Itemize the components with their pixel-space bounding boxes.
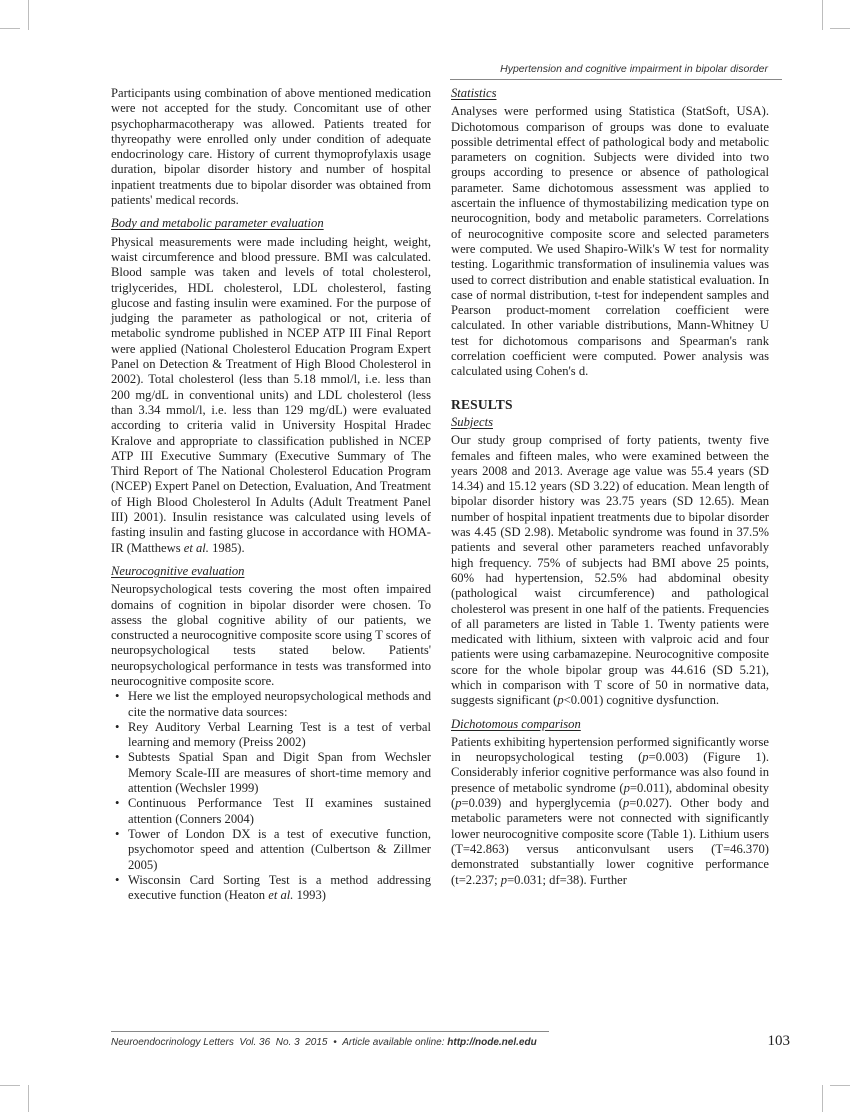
p-value-symbol: p (500, 872, 508, 887)
citation-year: 1993) (293, 888, 326, 903)
section-heading-body-metabolic: Body and metabolic parameter evaluation (111, 216, 324, 231)
p-value-symbol: p (642, 750, 649, 765)
journal-volume: Vol. 36 (239, 1037, 271, 1048)
section-heading-dichotomous: Dichotomous comparison (451, 716, 581, 731)
p-value-symbol: p (557, 693, 564, 708)
test-list (111, 689, 431, 903)
list-item-text: Here we list the employed neuropsychological methods and cite the normative data sources: (128, 689, 431, 719)
list-item (111, 827, 431, 873)
header-rule (450, 79, 782, 80)
journal-url-link[interactable]: http://node.nel.edu (447, 1037, 537, 1048)
running-head: Hypertension and cognitive impairment in bipolar disorder (500, 63, 768, 75)
journal-issue: No. 3 (275, 1037, 300, 1048)
left-column (111, 86, 431, 903)
paragraph-neurocognitive: Neuropsychological tests covering the most often impaired domains of cognition in bipolar disorder were chosen. To assess the global cognitive ability of our patients, we constructed a neurocognitive composite score using T scores of neuropsychological tests stated below. Patients' neuropsychological performance in tests was transformed into neurocognitive composite score. (111, 582, 431, 688)
p-value-symbol: p (623, 796, 630, 811)
list-item (111, 796, 431, 827)
section-heading-results: RESULTS (451, 396, 513, 412)
p-value-symbol: p (455, 796, 462, 811)
journal-year: 2015 (305, 1037, 328, 1048)
text-run: =0.031; df=38). Further (507, 872, 627, 887)
text-run: Patients exhibiting hypertension performed significantly worse in neuropsychological testing ( (451, 734, 769, 765)
crop-mark (0, 28, 20, 29)
paragraph-participants: Participants using combination of above mentioned medication were not accepted for the study. Concomitant use of other psychopharmacotherapy was allowed. Patients treated for thyreopathy were enrolled only under condition of adequate endocrinology care. History of current thymoprofylaxis usage duration, bipolar disorder history and number of hospital inpatient treatments due to bipolar disorder was obtained from patients' medical records. (111, 86, 431, 208)
text-run: =0.011), abdominal obesity ( (451, 780, 769, 811)
right-column (451, 86, 769, 888)
paragraph-subjects-end: <0.001) cognitive dysfunction. (563, 693, 720, 708)
bullet-icon: • (115, 689, 120, 704)
bullet-icon: • (333, 1037, 337, 1048)
crop-mark (830, 1085, 850, 1086)
crop-mark (28, 0, 29, 30)
bullet-icon: • (115, 826, 120, 841)
list-item (111, 750, 431, 796)
list-item (111, 873, 431, 904)
crop-mark (830, 28, 850, 29)
paragraph-subjects (451, 433, 769, 708)
paragraph-body-metabolic (111, 235, 431, 556)
list-item-text: Subtests Spatial Span and Digit Span from Wechsler Memory Scale-III are measures of short-time memory and attention (Wechsler 1999) (128, 750, 431, 796)
bullet-icon: • (115, 796, 120, 811)
paragraph-statistics: Analyses were performed using Statistica (StatSoft, USA). Dichotomous comparison of groups was done to evaluate possible detrimental effect of pathological body and metabolic parameters on cognition. Subjects were divided into two groups according to presence or absence of pathological parameter. Same dichotomous assessment was applied to ascertain the influence of thymostabilizing medication type on neurocognition, body and metabolic parameters. Correlations of neurocognitive composite score and selected parameters were computed. We used Shapiro-Wilk's W test for normality testing. Logarithmic transformation of insulinemia values was used to correct distribution and enable statistical evaluation. In case of normal distribution, t-test for independent samples and Pearson product-moment correlation coefficient were calculated. In other variable distributions, Mann-Whitney U test for dichotomous comparisons and Spearman's rank correlation coefficient were computed. Power analysis was calculated using Cohen's d. (451, 104, 769, 379)
section-heading-subjects: Subjects (451, 414, 493, 429)
footer (111, 1037, 561, 1048)
text-run: =0.039) and hyperglycemia ( (461, 796, 623, 811)
bullet-icon: • (115, 750, 120, 765)
footer-rule (111, 1031, 549, 1032)
paragraph-subjects-text: Our study group comprised of forty patients, twenty five females and fifteen males, who were examined between the years 2008 and 2013. Average age value was 55.4 years (SD 14.34) and 15.12 years (SD 3.22) of education. Mean length of bipolar disorder history was 23.75 years (SD 12.65). Mean number of hospital inpatient treatments due to bipolar disorder was 4.45 (SD 2.98). Metabolic syndrome was found in 37.5% patients and several other parameters reached unfavorably high frequency. 75% of subjects had BMI above 25 points, 60% had hypertension, 52.5% had abdominal obesity (pathological waist circumference) and pathological cholesterol was present in one half of the patients. Frequencies of all parameters are listed in Table 1. Twenty patients were medicated with lithium, sixteen with valproic acid and four patients were using carbamazepine. Neurocognitive composite score for the whole bipolar group was 44.616 (SD 5.21), which in comparison with T score of 50 in normative data, suggests significant ( (451, 433, 769, 708)
bullet-icon: • (115, 872, 120, 887)
section-heading-neurocognitive: Neurocognitive evaluation (111, 563, 245, 578)
section-heading-statistics: Statistics (451, 86, 497, 100)
crop-mark (822, 1085, 823, 1112)
paragraph-body-metabolic-text: Physical measurements were made including height, weight, waist circumference and blood pressure. BMI was calculated. Blood sample was taken and levels of total cholesterol, triglycerides, HDL cholesterol, LDL cholesterol, fasting glucose and fasting insulin were examined. For the purpose of judging the parameter as pathological or not, criteria of metabolic syndrome published in NCEP ATP III Final Report were applied (National Cholesterol Education Program Expert Panel on Detection & Treatment of High Blood Cholesterol in 2002). Total cholesterol (less than 5.18 mmol/l, i.e. less than 200 mg/dL in conventional units) and LDL cholesterol (less than 3.34 mmol/l, i.e. less than 129 mg/dL) were evaluated according to criteria valid in University Hospital Hradec Kralove and appropriate to classification published in NCEP ATP III Executive Summary (Executive Summary of The Third Report of The National Cholesterol Education Program (NCEP) Expert Panel on Detection, Evaluation, And Treatment of High Blood Cholesterol In Adults (Adult Treatment Panel III) 2001). Insulin resistance was calculated using levels of fasting insulin and fasting glucose in accordance with HOMA-IR (Matthews (111, 234, 431, 555)
et-al: et al. (183, 540, 209, 555)
list-item-text: Rey Auditory Verbal Learning Test is a test of verbal learning and memory (Preiss 2002) (128, 719, 431, 750)
list-item-text: Tower of London DX is a test of executive function, psychomotor speed and attention (Culbertson & Zillmer 2005) (128, 826, 431, 872)
page-number: 103 (767, 1033, 790, 1049)
text-run: =0.003) (Figure 1). Considerably inferior cognitive performance was also found in presence of metabolic syndrome ( (451, 750, 769, 795)
paragraph-dichotomous (451, 735, 769, 888)
et-al: et al. (268, 888, 294, 903)
list-item-text: Wisconsin Card Sorting Test is a method addressing executive function (Heaton (128, 872, 431, 903)
p-value-symbol: p (623, 780, 630, 795)
list-item (111, 689, 431, 720)
list-item (111, 720, 431, 751)
crop-mark (0, 1085, 20, 1086)
text-run: =0.027). Other body and metabolic parameters were not connected with significantly lower neurocognitive composite score (Table 1). Lithium users (T=42.863) versus anticonvulsant users (T=46.370) demonstrated substantially lower cognitive performance (t=2.237; (451, 796, 769, 887)
bullet-icon: • (115, 719, 120, 734)
list-item-text: Continuous Performance Test II examines sustained attention (Conners 2004) (128, 796, 431, 826)
crop-mark (28, 1085, 29, 1112)
journal-name: Neuroendocrinology Letters (111, 1037, 234, 1048)
crop-mark (822, 0, 823, 30)
availability-label: Article available online: (342, 1037, 445, 1048)
citation-year: 1985). (208, 540, 245, 555)
